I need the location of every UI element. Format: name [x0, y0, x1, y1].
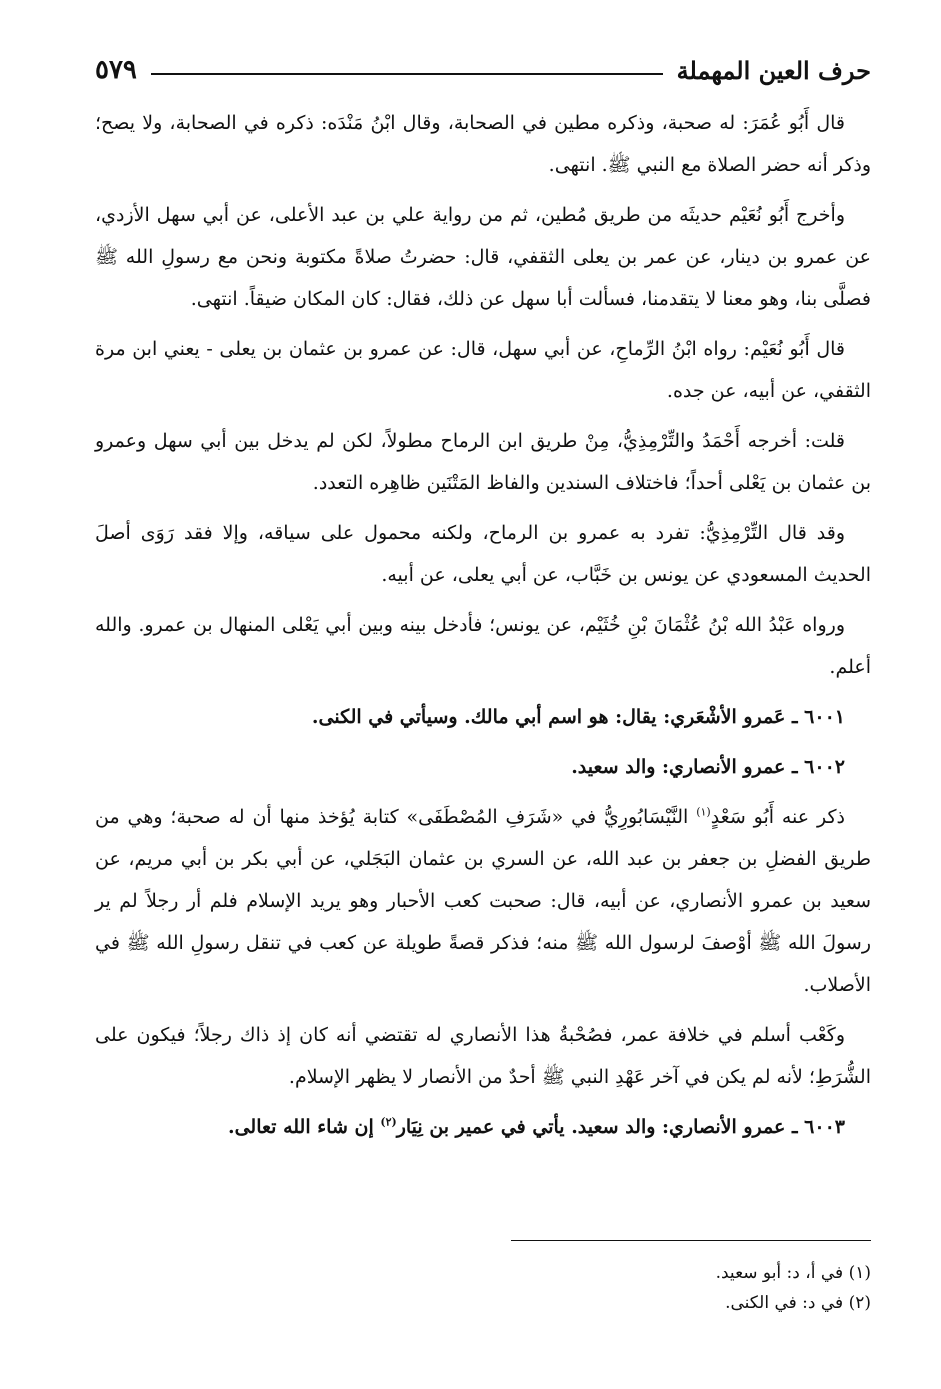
paragraph: قال أَبُو نُعَيْم: رواه ابْنُ الرِّماحِ، عن أبي سهل، قال: عن عمرو بن عثمان بن يعلى - يعني ابن مرة الثقفي، عن أبيه، عن جده. [95, 338, 871, 402]
footnote-ref-2: (٢) [380, 1115, 397, 1129]
paragraph-text: النَّيْسَابُورِيُّ في «شَرَفِ المُصْطَفَى» كتابة يُؤخذ منها أن له صحبة؛ وهي من طريق الفضلِ بن جعفر بن عبد الله، عن السري بن عثمان البَجَلي، عن أبي بكر بن أبي مريم، عن سعيد بن عمرو الأنصاري، عن أبيه، قال: صحبت كعب الأحبار وهو يريد الإسلام فلم أر رجلاً لم ير رسولَ الله ﷺ أوْصفَ لرسول الله ﷺ منه؛ فذكر قصةً طويلة عن كعب في تنقل رسولِ الله ﷺ في الأصلاب. [95, 806, 871, 996]
paragraph: وأخرج أَبُو نُعَيْم حديثَه من طريق مُطين، ثم من رواية علي بن عبد الأعلى، عن أبي سهل الأزدي، عن عمرو بن دينار، عن عمر بن يعلى الثقفي، قال: حضرتُ صلاةً مكتوبة ونحن مع رسولِ الله ﷺ فصلَّى بنا، وهو معنا لا يتقدمنا، فسألت أبا سهل عن ذلك، فقال: كان المكان ضيقاً. انتهى. [95, 204, 871, 310]
paragraph: ورواه عَبْدُ الله بْنُ عُثْمَانَ بْنِ خُثَيْم، عن يونس؛ فأدخل بينه وبين أبي يَعْلى المنهال بن عمرو. والله أعلم. [95, 614, 871, 678]
footnote: (٢) في د: في الكنى. [725, 1293, 871, 1313]
main-text [95, 102, 871, 1156]
paragraph: قلت: أخرجه أَحْمَدُ والتِّرْمِذِيُّ، مِنْ طريق ابن الرماح مطولاً، لكن لم يدخل بين أبي سهل وعمرو بن عثمان بن يَعْلى أحداً؛ فاختلاف السندين والفاظ المَتْنَين ظاهِره التعدد. [95, 430, 871, 494]
entry-6003 [95, 1106, 871, 1148]
footnote-separator [511, 1240, 871, 1241]
entry-text: إن شاء الله تعالى. [227, 1116, 381, 1138]
paragraph [95, 796, 871, 1006]
entry-6001: ٦٠٠١ ـ عَمرو الأشْعَري: يقال: هو اسم أبي مالك. وسيأتي في الكنى. [311, 706, 845, 728]
running-title: حرف العين المهملة [676, 55, 871, 85]
footnote: (١) في أ، د: أبو سعيد. [715, 1263, 871, 1283]
header-rule [151, 73, 663, 75]
entry-6002: ٦٠٠٢ ـ عمرو الأنصاري: والد سعيد. [571, 756, 845, 778]
paragraph: وقد قال التِّرْمِذِيُّ: تفرد به عمرو بن الرماح، ولكنه محمول على سياقه، وإلا فقد رَوَى أصلَ الحديث المسعودي عن يونس بن خَبَّاب، عن أبي يعلى، عن أبيه. [95, 522, 871, 586]
footnote-ref-1: (١) [696, 805, 711, 819]
paragraph: قال أَبُو عُمَرَ: له صحبة، وذكره مطين في الصحابة، وقال ابْنُ مَنْدَه: ذكره في الصحابة، ولا يصح؛ وذكر أنه حضر الصلاة مع النبي ﷺ. انتهى. [95, 112, 871, 176]
footnotes [95, 1258, 871, 1318]
entry-text: ٦٠٠٣ ـ عمرو الأنصاري: والد سعيد. يأتي في عمير بن نِيَار [396, 1116, 845, 1138]
page-number: ٥٧٩ [95, 55, 137, 85]
paragraph: وكَعْب أسلم في خلافة عمر، فصُحْبةُ هذا الأنصاري له تقتضي أنه كان إذ ذاك رجلاً؛ فيكون على الشُّرَطِ؛ لأنه لم يكن في آخر عَهْدِ النبي ﷺ أحدٌ من الأنصار لا يظهر الإسلام. [95, 1024, 871, 1088]
paragraph-text: ذكر عنه أَبُو سَعْدٍ [710, 806, 845, 828]
page-header [95, 48, 871, 92]
